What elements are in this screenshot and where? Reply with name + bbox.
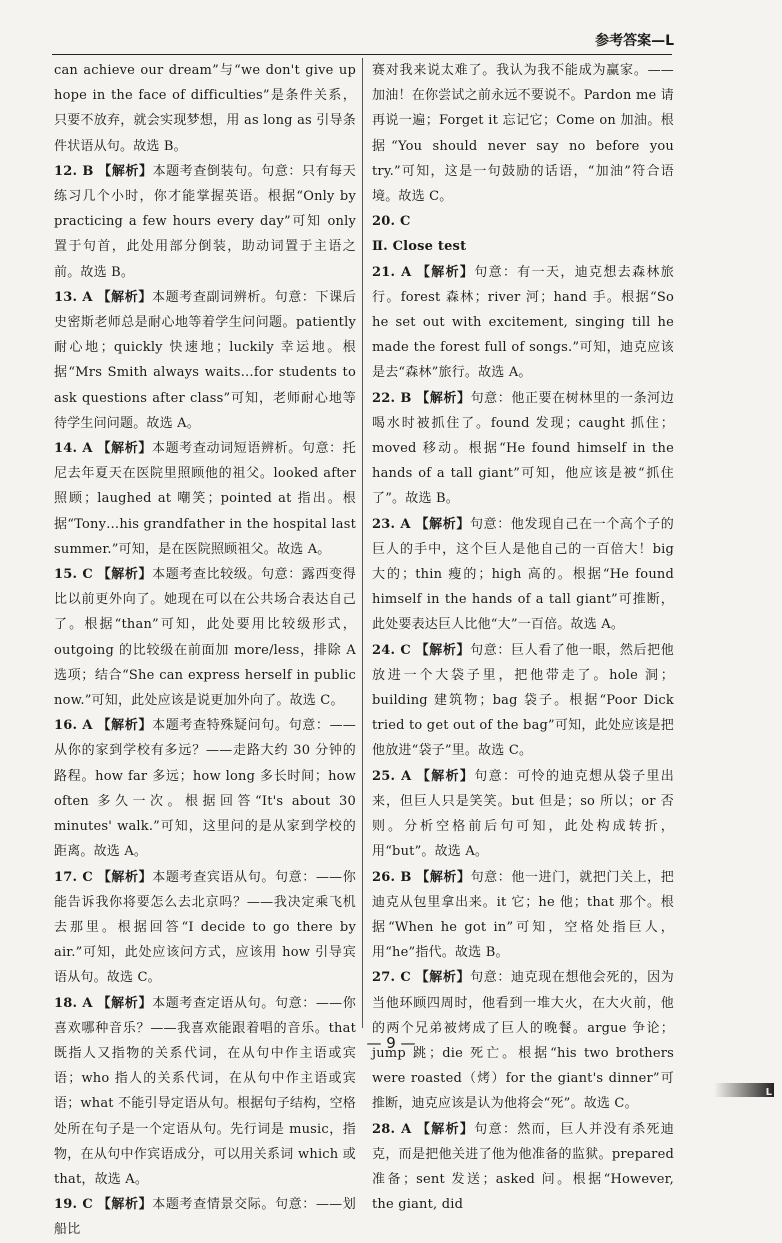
analysis-tag: 【解析】 [97, 1197, 153, 1213]
answer-item [54, 436, 356, 562]
analysis-tag: 【解析】 [97, 441, 152, 457]
analysis-tag: 【解析】 [97, 869, 153, 885]
answer-item [54, 285, 356, 436]
analysis-tag: 【解析】 [415, 970, 471, 986]
analysis-tag: 【解析】 [98, 163, 153, 179]
answer-number: 25. A [372, 768, 412, 784]
answer-item [372, 209, 674, 234]
answer-text: 句意：然而，巨人并没有杀死迪克，而是把他关进了他为他准备的监狱。prepared 准备；sent 发送；asked 问。根据“However, the giant, did [372, 1121, 674, 1213]
answer-text: 本题考查副词辨析。句意：下课后史密斯老师总是耐心地等着学生问问题。patiently 耐心地；quickly 快速地；luckily 幸运地。根据“Mrs Smith always waits…for students to ask questions after class”可知，老师耐心地等待学生问问题。故选 A。 [54, 289, 356, 431]
answer-number: 19. C [54, 1197, 93, 1213]
left-column [54, 58, 356, 1243]
answer-text: 句意：他发现自己在一个高个子的巨人的手中，这个巨人是他自己的一百倍大！big 大的；thin 瘦的；high 高的。根据“He found himself in the hands of a tall giant”可推断，此处要表达巨人比他“大”一百倍。故选 A。 [372, 516, 674, 633]
answer-number: 15. C [54, 567, 93, 583]
answer-text: 本题考查倒装句。句意：只有每天练习几个小时，你才能掌握英语。根据“Only by practicing a few hours every day”可知 only 置于句首，此处用部分倒装，助动词置于主语之前。故选 B。 [54, 163, 356, 280]
column-divider [362, 58, 363, 1028]
answer-text: 赛对我来说太难了。我认为我不能成为赢家。——加油！在你尝试之前永远不要说不。Pardon me 请再说一遍；Forget it 忘记它；Come on 加油。根据“You should never say no before you try.”可知，这是一句鼓励的话语，“加油”符合语境。故选 C。 [372, 63, 674, 205]
answer-number: 23. A [372, 516, 411, 532]
analysis-tag: 【解析】 [416, 768, 475, 784]
answer-text: 句意：可怜的迪克想从袋子里出来，但巨人只是笑笑。but 但是；so 所以；or 否则。分析空格前后句可知，此处构成转折，用“but”。故选 A。 [372, 768, 674, 860]
analysis-tag: 【解析】 [415, 642, 471, 658]
answer-number: 14. A [54, 441, 93, 457]
answer-number: 26. B [372, 869, 412, 885]
answer-item [372, 386, 674, 512]
answer-text: 句意：他一进门，就把门关上，把迪克从包里拿出来。it 它；he 他；that 那个。根据“When he got in”可知，空格处指巨人，用“he”指代。故选 B。 [372, 869, 674, 961]
answer-item [372, 58, 674, 209]
answer-number: 28. A [372, 1121, 412, 1137]
answer-item [54, 865, 356, 991]
answer-number: 16. A [54, 718, 93, 734]
answer-text: 本题考查宾语从句。句意：——你能告诉我你将要怎么去北京吗？——我决定乘飞机去那里。根据回答“I decide to go there by air.”可知，此处应该问方式，应该用 how 引导宾语从句。故选 C。 [54, 869, 356, 986]
answer-number: 13. A [54, 289, 93, 305]
answer-item [372, 512, 674, 638]
analysis-tag: 【解析】 [97, 289, 152, 305]
answer-text: 本题考查定语从句。句意：——你喜欢哪种音乐？——我喜欢能跟着唱的音乐。that 既指人又指物的关系代词，在从句中作主语或宾语；who 指人的关系代词，在从句中作主语或宾语；what 不能引导定语从句。根据句子结构，空格处所在句子是一个定语从句。先行词是 music，指物，在从句中作宾语成分，可以用关系词 which 或 that，故选 A。 [54, 995, 356, 1187]
answer-number: 12. B [54, 163, 94, 179]
answer-item [372, 638, 674, 764]
answer-text: 句意：有一天，迪克想去森林旅行。forest 森林；river 河；hand 手。根据“So he set out with excitement, singing till he made the forest full of songs.”可知，迪克应该是去“森林”旅行。故选 A。 [372, 264, 674, 381]
answer-text: 句意：巨人看了他一眼，然后把他放进一个大袋子里，把他带走了。hole 洞；building 建筑物；bag 袋子。根据“Poor Dick tried to get out of the bag”可知，此处应该是把他放进“袋子”里。故选 C。 [372, 642, 674, 759]
answer-item [372, 234, 674, 259]
answer-item [54, 713, 356, 864]
answer-text: 本题考查比较级。句意：露西变得比以前更外向了。她现在可以在公共场合表达自己了。根据“than”可知，此处要用比较级形式，outgoing 的比较级在前面加 more/less，排除 A 选项；结合“She can express herself in public now.”可知，此处应该是说更加外向了。故选 C。 [54, 567, 356, 709]
analysis-tag: 【解析】 [416, 869, 471, 885]
answer-number: 20. C [372, 214, 411, 230]
answer-number: 22. B [372, 390, 412, 406]
answer-text: 句意：迪克现在想他会死的，因为当他环顾四周时，他看到一堆大火，在大火前，他的两个兄弟被烤成了巨人的晚餐。argue 争论；jump 跳；die 死亡。根据“his two brothers were roasted（烤）for the giant's dinner”可推断，迪克应该是认为他将会“死”。故选 C。 [372, 970, 674, 1112]
page-header: 参考答案—L [595, 33, 674, 49]
answer-text: 句意：他正要在树林里的一条河边喝水时被抓住了。found 发现；caught 抓住；moved 移动。根据“He found himself in the hands of a tall giant”可知，他应该是被“抓住了”。故选 B。 [372, 390, 674, 507]
analysis-tag: 【解析】 [97, 567, 153, 583]
answer-item [54, 58, 356, 159]
answer-item [54, 991, 356, 1193]
answer-item [54, 159, 356, 285]
answer-number: 21. A [372, 264, 412, 280]
page-number: — 9 — [366, 1034, 416, 1052]
analysis-tag: 【解析】 [416, 264, 475, 280]
analysis-tag: 【解析】 [415, 516, 470, 532]
analysis-tag: 【解析】 [416, 1121, 475, 1137]
answer-number: 27. C [372, 970, 411, 986]
analysis-tag: 【解析】 [416, 390, 471, 406]
answer-item [54, 562, 356, 713]
answer-number: 18. A [54, 995, 93, 1011]
answer-number: 24. C [372, 642, 411, 658]
answer-item [372, 865, 674, 966]
answer-item [372, 260, 674, 386]
answer-item [54, 1192, 356, 1242]
answer-text: 本题考查动词短语辨析。句意：托尼去年夏天在医院里照顾他的祖父。looked after 照顾；laughed at 嘲笑；pointed at 指出。根据“Tony…his grandfather in the hospital last summer.”可知，是在医院照顾祖父。故选 A。 [54, 441, 356, 557]
corner-label: L [765, 1087, 772, 1098]
answer-item [372, 1117, 674, 1218]
answer-number: Ⅱ. Close test [372, 239, 467, 255]
analysis-tag: 【解析】 [97, 995, 153, 1011]
answer-number: 17. C [54, 869, 93, 885]
analysis-tag: 【解析】 [97, 718, 153, 734]
answer-text: 本题考查情景交际。句意：——划船比 [54, 1197, 356, 1238]
header-rule [52, 54, 672, 55]
answer-item [372, 764, 674, 865]
answer-text: 本题考查特殊疑问句。句意：——从你的家到学校有多远？——走路大约 30 分钟的路程。how far 多远；how long 多长时间；how often 多久一次。根据回答“It's about 30 minutes' walk.”可知，这里问的是从家到学校的距离。故选 A。 [54, 718, 356, 860]
answer-text: can achieve our dream”与“we don't give up hope in the face of difficulties”是条件关系，只要不放弃，就会实现梦想，用 as long as 引导条件状语从句。故选 B。 [54, 63, 356, 154]
